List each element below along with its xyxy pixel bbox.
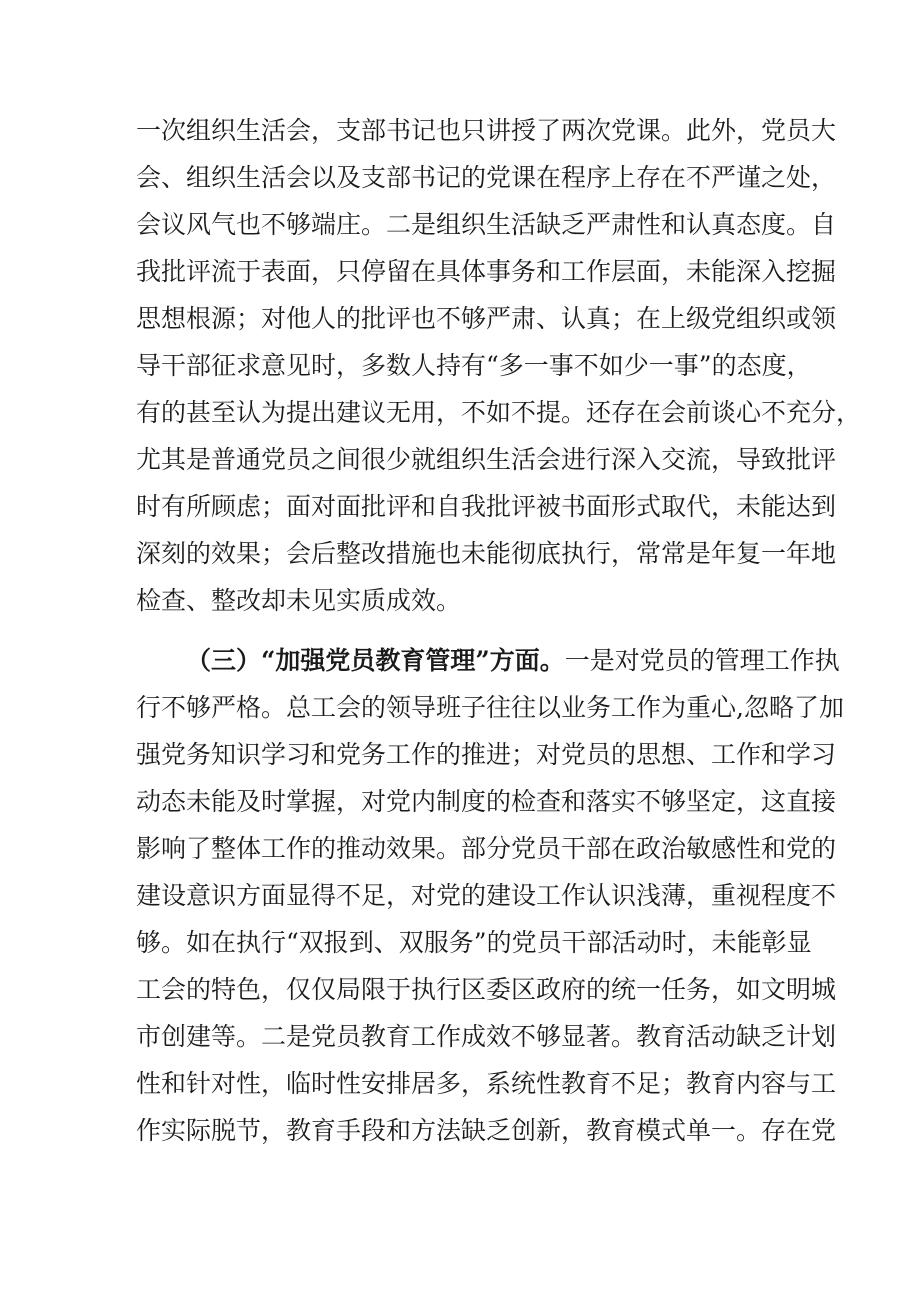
paragraph-line: 影响了整体工作的推动效果。部分党员干部在政治敏感性和党的 — [136, 834, 837, 863]
paragraph-line: 行不够严格。总工会的领导班子往往以业务工作为重心,忽略了加 — [136, 693, 844, 722]
paragraph-line: 会议风气也不够端庄。二是组织生活缺乏严肃性和认真态度。自 — [136, 210, 837, 239]
paragraph-line: 工会的特色，仅仅局限于执行区委区政府的统一任务，如文明城 — [136, 975, 837, 1004]
section-heading-line — [186, 638, 840, 684]
paragraph-line: 深刻的效果；会后整改措施也未能彻底执行，常常是年复一年地 — [136, 539, 837, 568]
paragraph-line: 导干部征求意见时，多数人持有“多一事不如少一事”的态度， — [136, 351, 812, 380]
paragraph-line: 思想根源；对他人的批评也不够严肃、认真；在上级党组织或领 — [136, 304, 837, 333]
paragraph-line: 作实际脱节，教育手段和方法缺乏创新，教育模式单一。存在党 — [136, 1116, 837, 1145]
section-heading-continuation: 一是对党员的管理工作执 — [564, 646, 840, 675]
paragraph-line: 市创建等。二是党员教育工作成效不够显著。教育活动缺乏计划 — [136, 1022, 837, 1051]
paragraph-line: 性和针对性，临时性安排居多，系统性教育不足；教育内容与工 — [136, 1069, 837, 1098]
paragraph-line: 检查、整改却未见实质成效。 — [136, 586, 462, 615]
paragraph-line: 够。如在执行“双报到、双服务”的党员干部活动时，未能彰显 — [136, 928, 812, 957]
paragraph-line: 动态未能及时掌握，对党内制度的检查和落实不够坚定，这直接 — [136, 787, 837, 816]
paragraph-line: 时有所顾虑；面对面批评和自我批评被书面形式取代，未能达到 — [136, 492, 837, 521]
paragraph-line: 有的甚至认为提出建议无用，不如不提。还存在会前谈心不充分， — [136, 398, 862, 427]
paragraph-line: 建设意识方面显得不足，对党的建设工作认识浅薄，重视程度不 — [136, 881, 837, 910]
section-heading: （三）“加强党员教育管理”方面。 — [186, 646, 565, 675]
paragraph-line: 我批评流于表面，只停留在具体事务和工作层面，未能深入挖掘 — [136, 257, 837, 286]
paragraph-line: 一次组织生活会，支部书记也只讲授了两次党课。此外，党员大 — [136, 116, 837, 145]
paragraph-line: 尤其是普通党员之间很少就组织生活会进行深入交流，导致批评 — [136, 445, 837, 474]
paragraph-line: 强党务知识学习和党务工作的推进；对党员的思想、工作和学习 — [136, 740, 837, 769]
paragraph-line: 会、组织生活会以及支部书记的党课在程序上存在不严谨之处， — [136, 163, 837, 192]
